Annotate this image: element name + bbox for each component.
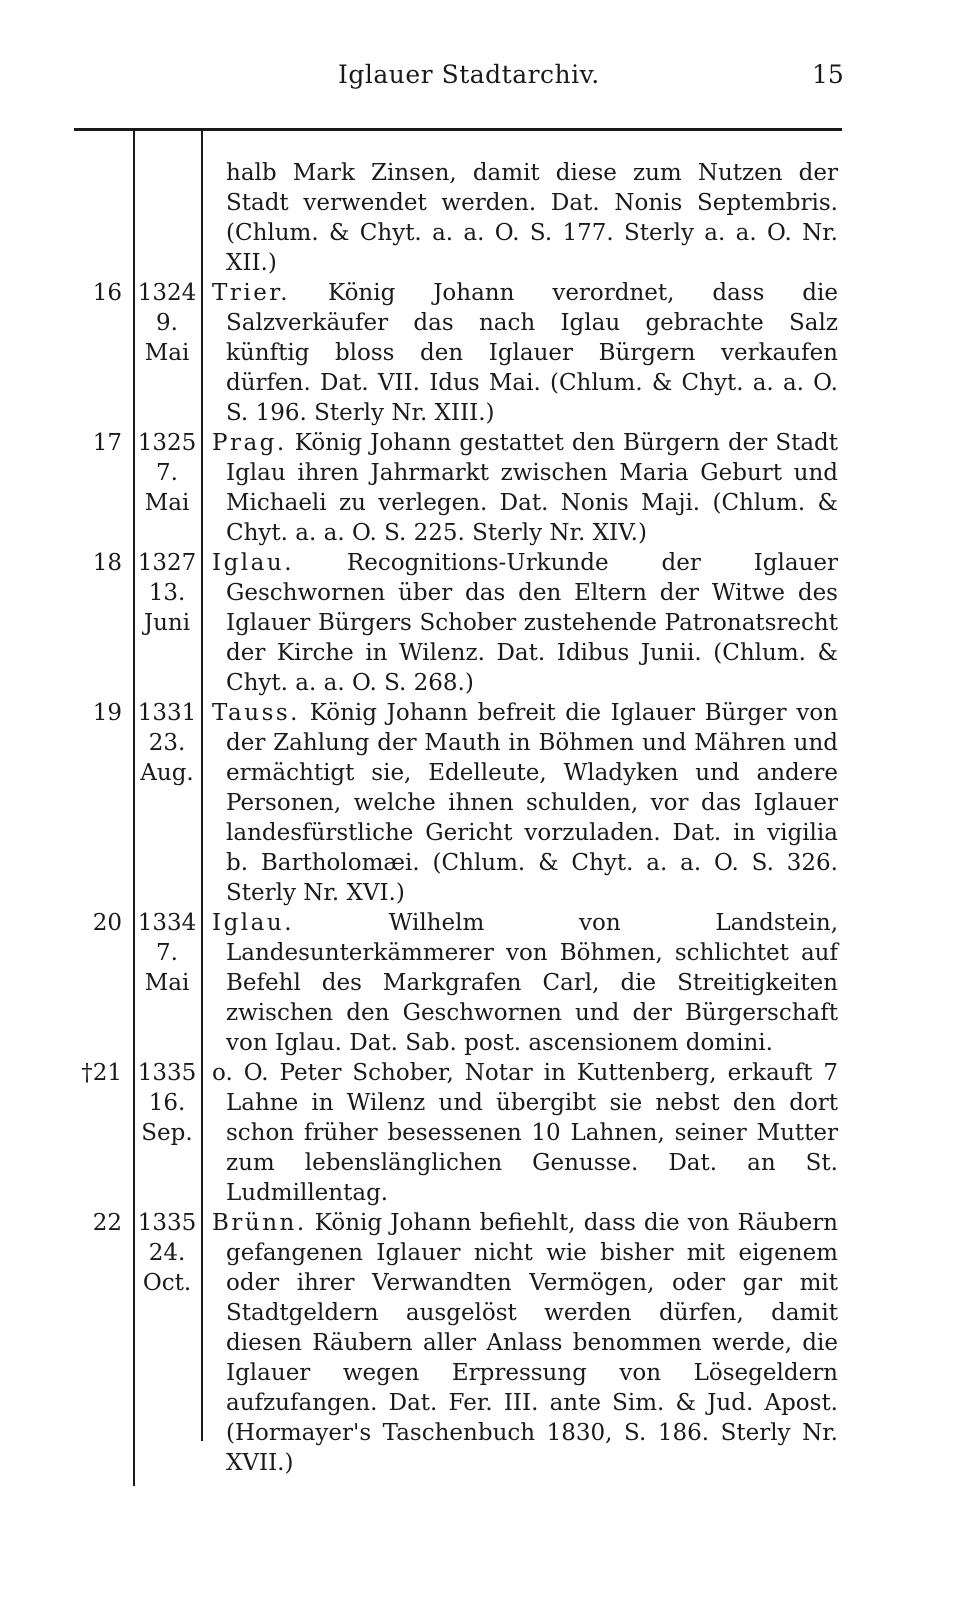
entry-year: 1331 xyxy=(137,700,197,726)
entry-date xyxy=(136,908,198,998)
entry-date xyxy=(136,278,198,368)
entry-body: Peter Schober, Notar in Kuttenberg, erkauft 7 Lahne in Wilenz und übergibt sie nebst den dort schon früher besessenen 10 Lahnen, seiner Mutter zum lebenslänglichen Genusse. Dat. an St. Ludmillentag. xyxy=(226,1060,838,1206)
entry-number: †21 xyxy=(81,1060,122,1086)
entry-day: 16. xyxy=(148,1090,186,1116)
entry-month: Sep. xyxy=(141,1120,193,1146)
entry-year: 1325 xyxy=(137,430,197,456)
entry-text xyxy=(212,278,838,428)
entry-text xyxy=(212,1058,838,1208)
entry-day: 23. xyxy=(148,730,186,756)
continuation-text: halb Mark Zinsen, damit diese zum Nutzen der Stadt verwendet werden. Dat. Nonis Septembris. (Chlum. & Chyt. a. a. O. S. 177. Sterly a. a. O. Nr. XII.) xyxy=(226,160,838,276)
register-entries xyxy=(0,158,960,1478)
entry-date xyxy=(136,698,198,788)
entry-day: 9. xyxy=(156,310,178,336)
register-entry xyxy=(0,278,960,428)
entry-place: Iglau. xyxy=(212,910,295,936)
entry-number: 16 xyxy=(92,280,122,306)
entry-place: Brünn. xyxy=(212,1210,307,1236)
entry-text xyxy=(212,698,839,908)
entry-number: 22 xyxy=(92,1210,122,1236)
entry-year: 1334 xyxy=(137,910,197,936)
entry-number: 20 xyxy=(92,910,122,936)
entry-body: König Johann verordnet, dass die Salzverkäufer das nach Iglau gebrachte Salz künftig bloss den Iglauer Bürgern verkaufen dürfen. Dat. VII. Idus Mai. (Chlum. & Chyt. a. a. O. S. 196. Sterly Nr. XIII.) xyxy=(226,280,838,426)
entry-month: Mai xyxy=(144,340,190,366)
page-number: 15 xyxy=(812,60,844,89)
entry-number: 18 xyxy=(92,550,122,576)
entry-place: o. O. xyxy=(212,1060,269,1086)
entry-number: 19 xyxy=(92,700,122,726)
entry-text xyxy=(212,908,838,1058)
entry-year: 1335 xyxy=(137,1060,197,1086)
entry-place: Tauss. xyxy=(212,700,300,726)
entry-body: König Johann befreit die Iglauer Bürger von der Zahlung der Mauth in Böhmen und Mähren und ermächtigt sie, Edelleute, Wladyken und andere Personen, welche ihnen schulden, vor das Iglauer landesfürstliche Gericht vorzuladen. Dat. in vigilia b. Bartholomæi. (Chlum. & Chyt. a. a. O. S. 326. Sterly Nr. XVI.) xyxy=(226,700,839,906)
entry-date xyxy=(136,428,198,518)
entry-text xyxy=(212,1208,838,1478)
entry-number: 17 xyxy=(92,430,122,456)
entry-body: Wilhelm von Landstein, Landesunterkämmerer von Böhmen, schlichtet auf Befehl des Markgrafen Carl, die Streitigkeiten zwischen den Geschwornen und der Bürgerschaft von Iglau. Dat. Sab. post. ascensionem domini. xyxy=(226,910,838,1056)
entry-text xyxy=(212,428,838,548)
entry-date xyxy=(136,1058,198,1148)
entry-day: 24. xyxy=(148,1240,186,1266)
entry-body: Recognitions-Urkunde der Iglauer Geschwornen über das den Eltern der Witwe des Iglauer Bürgers Schober zustehende Patronatsrecht der Kirche in Wilenz. Dat. Idibus Junii. (Chlum. & Chyt. a. a. O. S. 268.) xyxy=(226,550,839,696)
register-entry xyxy=(0,548,960,698)
entry-month: Aug. xyxy=(140,760,194,786)
entry-day: 7. xyxy=(156,460,178,486)
entry-month: Juni xyxy=(143,610,191,636)
entry-month: Mai xyxy=(144,490,190,516)
entry-day: 13. xyxy=(148,580,186,606)
entry-body: König Johann gestattet den Bürgern der Stadt Iglau ihren Jahrmarkt zwischen Maria Geburt und Michaeli zu verlegen. Dat. Nonis Maji. (Chlum. & Chyt. a. a. O. S. 225. Sterly Nr. XIV.) xyxy=(226,430,838,546)
entry-day: 7. xyxy=(156,940,178,966)
entry-place: Prag. xyxy=(212,430,287,456)
register-entry xyxy=(0,428,960,548)
continuation-entry xyxy=(0,158,960,278)
entry-place: Trier. xyxy=(212,280,291,306)
entry-date xyxy=(136,1208,198,1298)
entry-place: Iglau. xyxy=(212,550,295,576)
entry-body: König Johann befiehlt, dass die von Räubern gefangenen Iglauer nicht wie bisher mit eigenem oder ihrer Verwandten Vermögen, oder gar mit Stadtgeldern ausgelöst werden dürfen, damit diesen Räubern aller Anlass benommen werde, die Iglauer wegen Erpressung von Lösegeldern aufzufangen. Dat. Fer. III. ante Sim. & Jud. Apost. (Hormayer's Taschenbuch 1830, S. 186. Sterly Nr. XVII.) xyxy=(226,1210,838,1476)
register-entry xyxy=(0,908,960,1058)
entry-month: Mai xyxy=(144,970,190,996)
running-head: Iglauer Stadtarchiv. xyxy=(338,60,600,89)
entry-month: Oct. xyxy=(142,1270,192,1296)
header-rule xyxy=(74,128,842,131)
register-entry xyxy=(0,1058,960,1208)
register-entry xyxy=(0,698,960,908)
entry-year: 1324 xyxy=(137,280,197,306)
entry-date xyxy=(136,548,198,638)
entry-year: 1327 xyxy=(137,550,197,576)
page-header xyxy=(0,52,960,92)
entry-text xyxy=(212,548,839,698)
entry-year: 1335 xyxy=(137,1210,197,1236)
register-entry xyxy=(0,1208,960,1478)
